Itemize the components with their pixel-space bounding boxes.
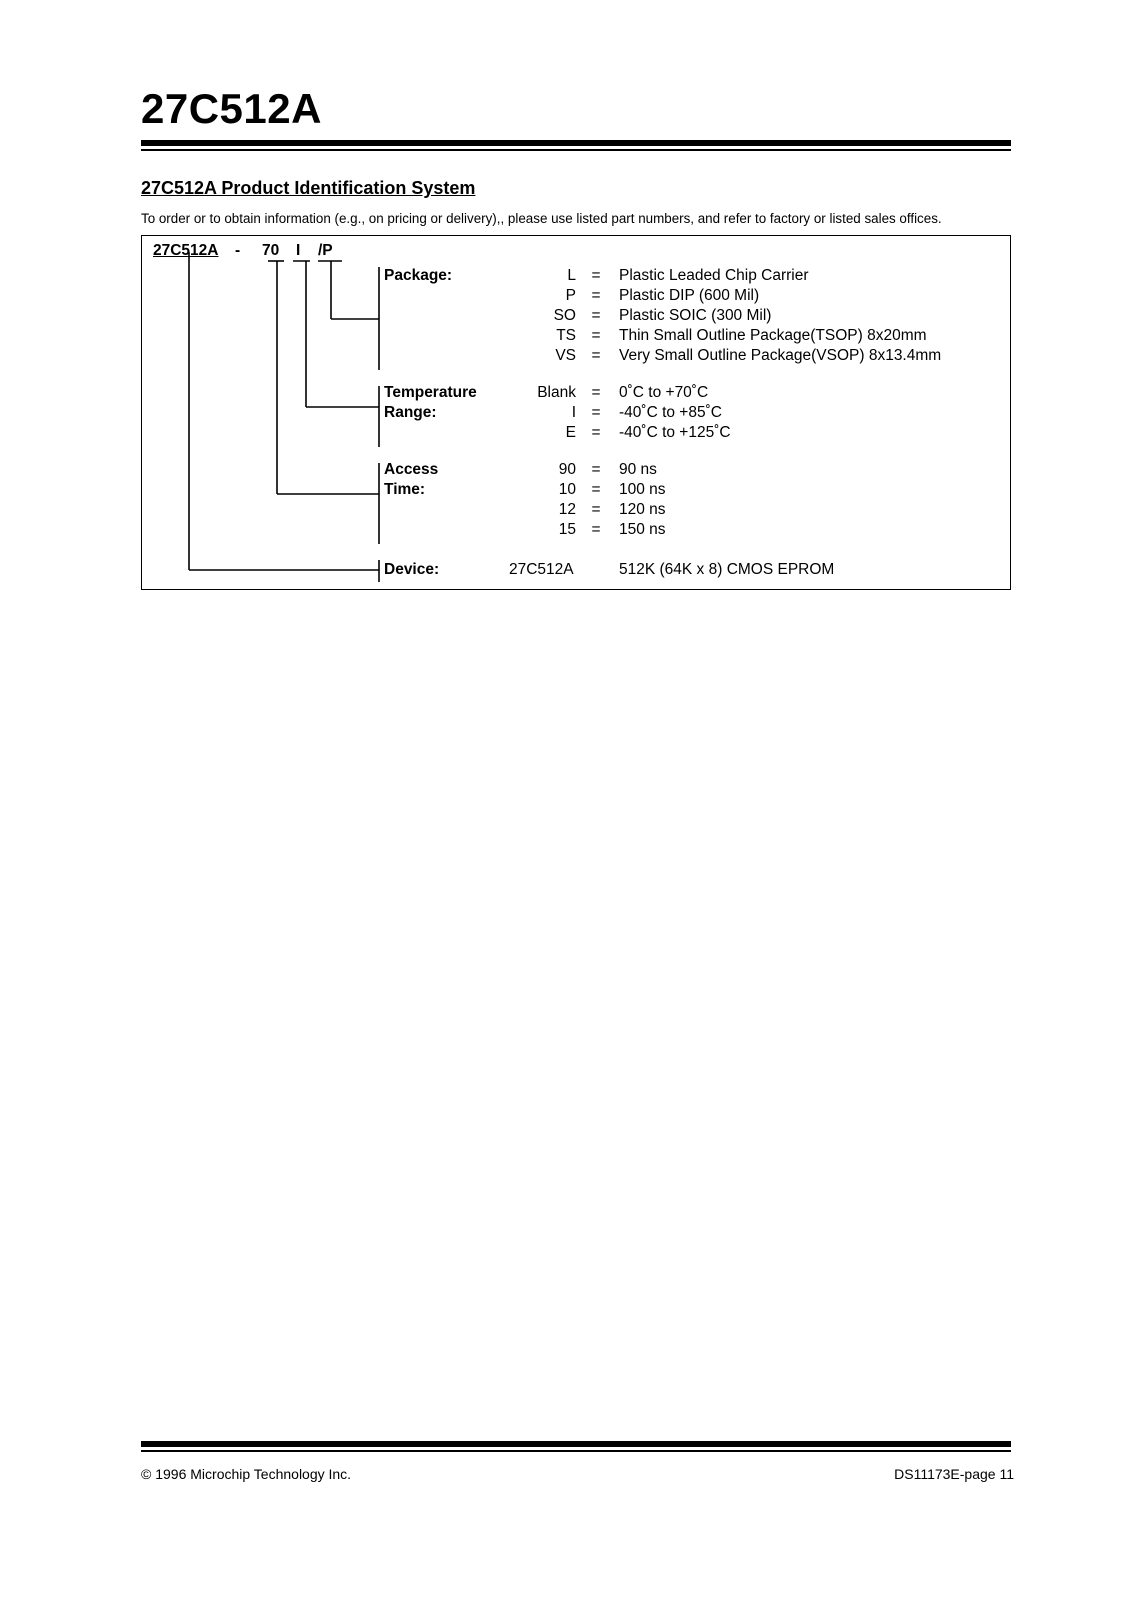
part-number-access: 70 bbox=[262, 242, 280, 259]
package-code: P bbox=[565, 287, 576, 304]
equals-sign: = bbox=[591, 287, 601, 304]
footer-page-number: DS11173E-page 11 bbox=[894, 1466, 1014, 1482]
package-desc: Plastic DIP (600 Mil) bbox=[619, 287, 760, 304]
package-label: Package: bbox=[384, 267, 453, 284]
equals-sign: = bbox=[591, 267, 601, 284]
part-number-package: /P bbox=[318, 242, 333, 259]
footer-rule-thin bbox=[141, 1450, 1011, 1452]
part-number-device: 27C512A bbox=[153, 242, 219, 259]
equals-sign: = bbox=[591, 424, 601, 441]
intro-text: To order or to obtain information (e.g., on pricing or delivery),, please use listed part numbers, and refer to factory or listed sales offices. bbox=[141, 211, 942, 226]
package-code: SO bbox=[553, 307, 576, 324]
device-code: 27C512A bbox=[509, 561, 574, 578]
access-code: 15 bbox=[558, 521, 576, 538]
package-code: TS bbox=[556, 327, 576, 344]
package-code: L bbox=[567, 267, 576, 284]
part-number-dash: - bbox=[235, 242, 241, 259]
access-desc: 90 ns bbox=[619, 461, 657, 478]
device-label: Device: bbox=[384, 561, 440, 578]
equals-sign: = bbox=[591, 501, 601, 518]
temperature-label-range: Range: bbox=[384, 404, 437, 421]
package-desc: Plastic SOIC (300 Mil) bbox=[619, 307, 772, 324]
equals-sign: = bbox=[591, 307, 601, 324]
package-desc: Very Small Outline Package(VSOP) 8x13.4mm bbox=[619, 347, 942, 364]
copyright-icon: © bbox=[141, 1466, 152, 1482]
access-code: 10 bbox=[558, 481, 576, 498]
temperature-code: E bbox=[565, 424, 576, 441]
device-desc: 512K (64K x 8) CMOS EPROM bbox=[619, 561, 835, 578]
temperature-code: Blank bbox=[537, 384, 576, 401]
equals-sign: = bbox=[591, 481, 601, 498]
access-code: 90 bbox=[558, 461, 576, 478]
equals-sign: = bbox=[591, 521, 601, 538]
package-desc: Plastic Leaded Chip Carrier bbox=[619, 267, 809, 284]
temperature-code: I bbox=[571, 404, 576, 421]
equals-sign: = bbox=[591, 384, 601, 401]
equals-sign: = bbox=[591, 347, 601, 364]
access-code: 12 bbox=[558, 501, 576, 518]
equals-sign: = bbox=[591, 461, 601, 478]
copyright-text: 1996 Microchip Technology Inc. bbox=[155, 1466, 352, 1482]
access-label: Access bbox=[384, 461, 439, 478]
package-desc: Thin Small Outline Package(TSOP) 8x20mm bbox=[619, 327, 927, 344]
temperature-label: Temperature bbox=[384, 384, 477, 401]
access-desc: 120 ns bbox=[619, 501, 666, 518]
package-code: VS bbox=[555, 347, 576, 364]
temperature-desc: -40˚C to +85˚C bbox=[619, 404, 722, 421]
footer-copyright bbox=[141, 1467, 351, 1481]
access-desc: 150 ns bbox=[619, 521, 666, 538]
section-title: 27C512A Product Identification System bbox=[141, 178, 476, 198]
temperature-desc: -40˚C to +125˚C bbox=[619, 424, 731, 441]
footer-rule-thick bbox=[141, 1441, 1011, 1447]
access-label-time: Time: bbox=[384, 481, 426, 498]
access-desc: 100 ns bbox=[619, 481, 666, 498]
equals-sign: = bbox=[591, 327, 601, 344]
page-title: 27C512A bbox=[141, 85, 322, 132]
equals-sign: = bbox=[591, 404, 601, 421]
part-number-temp: I bbox=[296, 242, 301, 259]
temperature-desc: 0˚C to +70˚C bbox=[619, 384, 709, 401]
